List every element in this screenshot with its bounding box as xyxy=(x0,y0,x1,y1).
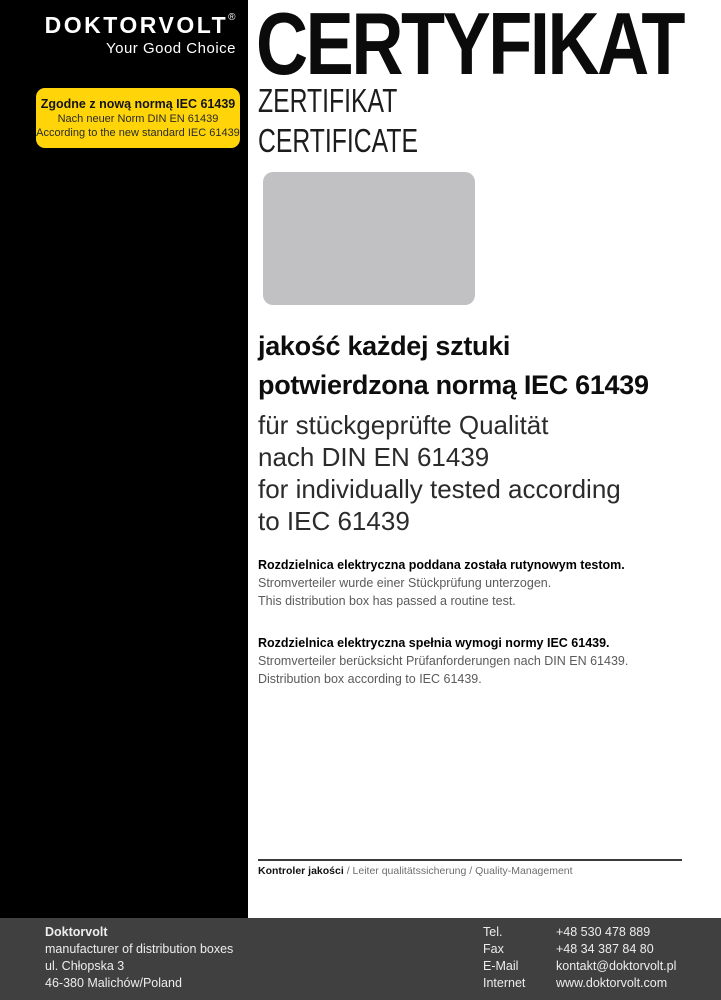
website-url: www.doktorvolt.com xyxy=(556,976,668,990)
page-title-english: CERTIFICATE xyxy=(258,122,418,159)
paragraph-line: Stromverteiler berücksicht Prüfanforderungen nach DIN EN 61439. xyxy=(258,654,629,668)
paragraph-line: Distribution box according to IEC 61439. xyxy=(258,672,482,686)
paragraph-bold-line: Rozdzielnica elektryczna spełnia wymogi normy IEC 61439. xyxy=(258,636,610,650)
footer-address-line: ul. Chłopska 3 xyxy=(45,959,125,973)
logo-wordmark xyxy=(0,12,238,39)
footer xyxy=(0,918,721,1000)
badge-line-en: According to the new standard IEC 61439 xyxy=(36,127,240,139)
phone-number: +48 530 478 889 xyxy=(556,925,651,939)
footer-address-block xyxy=(45,924,233,992)
statement-bold-line: potwierdzona normą IEC 61439 xyxy=(258,370,649,400)
contact-row-fax xyxy=(483,941,676,958)
product-photo-placeholder xyxy=(263,172,475,305)
routine-test-paragraph xyxy=(258,556,625,610)
standard-compliance-badge xyxy=(36,88,240,148)
footer-contact-block xyxy=(483,924,676,992)
contact-row-email xyxy=(483,958,676,975)
statement-light-line: für stückgeprüfte Qualität xyxy=(258,410,549,440)
statement-light-line: for individually tested according xyxy=(258,474,621,504)
contact-label: Internet xyxy=(483,976,526,990)
contact-label: Tel. xyxy=(483,925,503,939)
paragraph-bold-line: Rozdzielnica elektryczna poddana została rutynowym testom. xyxy=(258,558,625,572)
footer-address-line: manufacturer of distribution boxes xyxy=(45,942,234,956)
signature-caption xyxy=(258,865,573,877)
contact-label: E-Mail xyxy=(483,959,519,973)
page-title-polish: CERTYFIKAT xyxy=(256,0,684,93)
page-title-german: ZERTIFIKAT xyxy=(258,82,398,119)
contact-label: Fax xyxy=(483,942,504,956)
footer-address-line: 46-380 Malichów/Poland xyxy=(45,976,182,990)
statement-light-line: to IEC 61439 xyxy=(258,506,410,536)
contact-row-website xyxy=(483,975,676,992)
email-address: kontakt@doktorvolt.pl xyxy=(556,959,677,973)
statement-translations xyxy=(258,409,649,537)
registered-trademark-symbol: ® xyxy=(228,12,238,23)
signature-role-polish: Kontroler jakości xyxy=(258,865,344,877)
signature-line xyxy=(258,859,682,861)
paragraph-line: This distribution box has passed a routine test. xyxy=(258,594,516,608)
statement-light-line: nach DIN EN 61439 xyxy=(258,442,490,472)
badge-line-pl: Zgodne z nową normą IEC 61439 xyxy=(40,97,236,111)
norm-compliance-paragraph xyxy=(258,634,628,688)
sidebar xyxy=(0,0,248,918)
fax-number: +48 34 387 84 80 xyxy=(556,942,654,956)
paragraph-line: Stromverteiler wurde einer Stückprüfung unterzogen. xyxy=(258,576,552,590)
logo-text: DOKTORVOLT xyxy=(44,12,229,38)
logo-tagline: Your Good Choice xyxy=(105,40,236,57)
contact-row-tel xyxy=(483,924,676,941)
signature-role-translations: / Leiter qualitätssicherung / Quality-Management xyxy=(343,865,573,877)
quality-statement xyxy=(258,327,649,537)
footer-company-name: Doktorvolt xyxy=(45,925,108,939)
doktorvolt-logo xyxy=(0,12,238,57)
statement-bold-line: jakość każdej sztuki xyxy=(258,331,511,361)
badge-line-de: Nach neuer Norm DIN EN 61439 xyxy=(57,113,219,125)
